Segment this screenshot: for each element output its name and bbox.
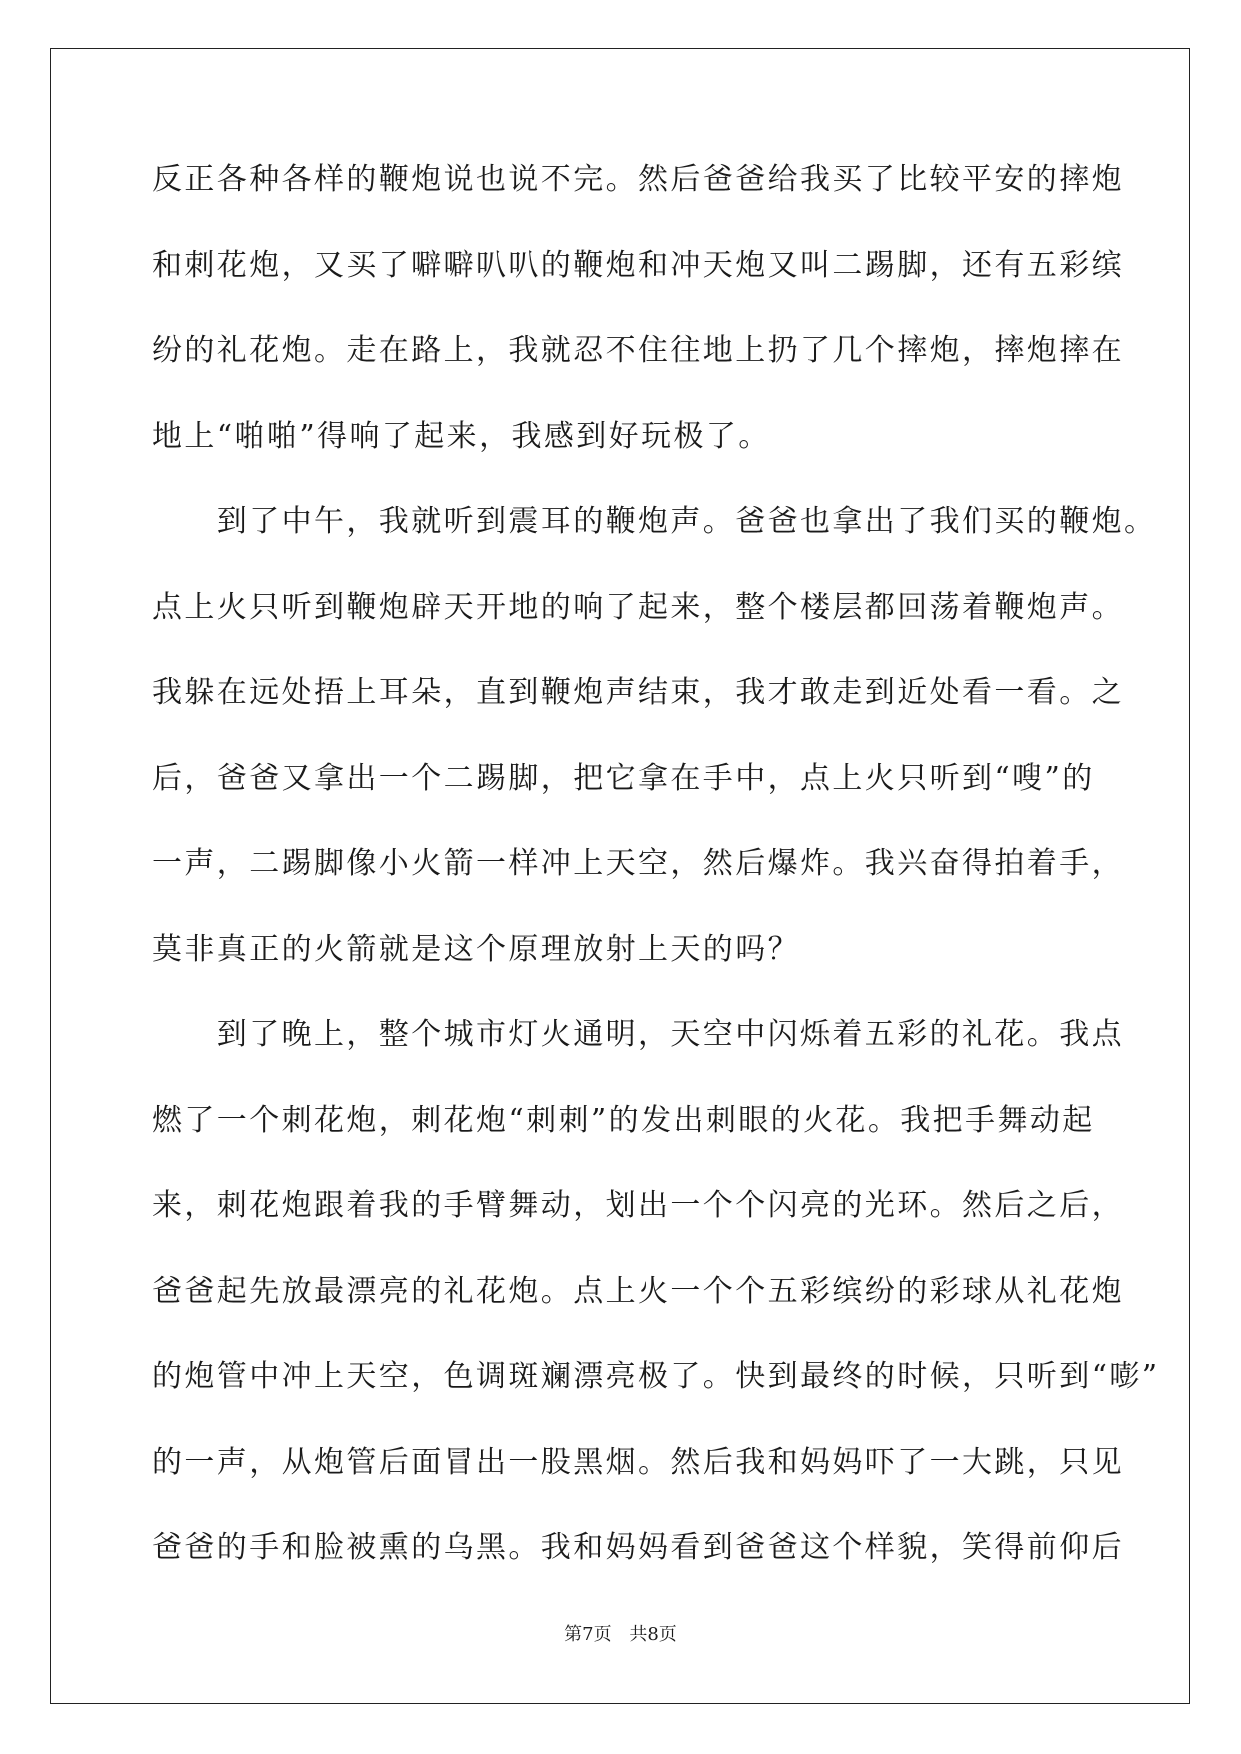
text-line: 后，爸爸又拿出一个二踢脚，把它拿在手中，点上火只听到“嗖”的	[152, 760, 1095, 796]
text-line: 纷的礼花炮。走在路上，我就忍不住往地上扔了几个摔炮，摔炮摔在	[152, 333, 1124, 368]
text-line: 燃了一个刺花炮，刺花炮“刺刺”的发出刺眼的火花。我把手舞动起	[152, 1102, 1095, 1138]
text-line: 的炮管中冲上天空，色调斑斓漂亮极了。快到最终的时候，只听到“嘭”	[152, 1359, 1160, 1394]
text-line: 爸爸的手和脸被熏的乌黑。我和妈妈看到爸爸这个样貌，笑得前仰后	[152, 1530, 1124, 1565]
page-footer	[0, 1620, 1241, 1646]
text-line: 我躲在远处捂上耳朵，直到鞭炮声结束，我才敢走到近处看一看。之	[152, 675, 1124, 710]
text-line: 地上“啪啪”得响了起来，我感到好玩极了。	[152, 418, 771, 454]
page-number-current: 第7页	[564, 1624, 612, 1645]
text-line: 来，刺花炮跟着我的手臂舞动，划出一个个闪亮的光环。然后之后，	[152, 1188, 1124, 1223]
text-line: 到了中午，我就听到震耳的鞭炮声。爸爸也拿出了我们买的鞭炮。	[152, 504, 1157, 539]
text-line: 反正各种各样的鞭炮说也说不完。然后爸爸给我买了比较平安的摔炮	[152, 162, 1124, 197]
text-line: 莫非真正的火箭就是这个原理放射上天的吗？	[152, 931, 800, 967]
document-body	[152, 158, 1160, 1612]
text-line: 的一声，从炮管后面冒出一股黑烟。然后我和妈妈吓了一大跳，只见	[152, 1444, 1124, 1480]
text-line: 和刺花炮，又买了噼噼叭叭的鞭炮和冲天炮又叫二踢脚，还有五彩缤	[152, 247, 1124, 283]
text-line: 一声，二踢脚像小火箭一样冲上天空，然后爆炸。我兴奋得拍着手，	[152, 846, 1124, 881]
text-line: 爸爸起先放最漂亮的礼花炮。点上火一个个五彩缤纷的彩球从礼花炮	[152, 1273, 1124, 1309]
text-line: 到了晚上，整个城市灯火通明，天空中闪烁着五彩的礼花。我点	[152, 1017, 1124, 1052]
text-line: 点上火只听到鞭炮辟天开地的响了起来，整个楼层都回荡着鞭炮声。	[152, 589, 1124, 625]
page-number-total: 共8页	[629, 1624, 677, 1645]
